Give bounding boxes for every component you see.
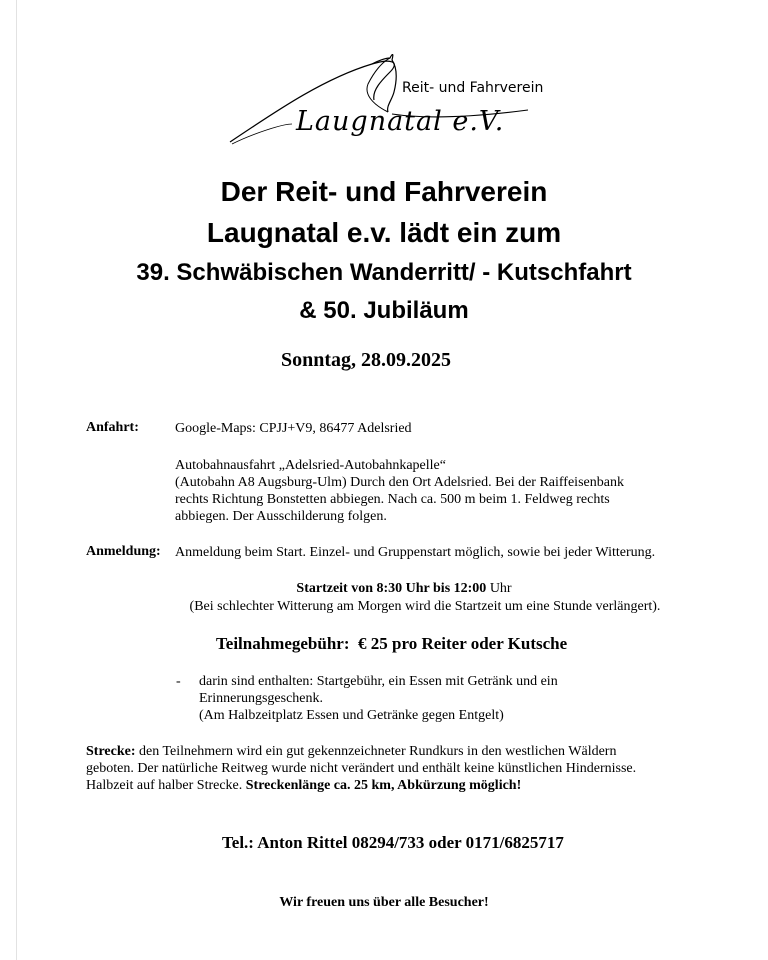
fee-label: Teilnahmegebühr: [216, 634, 350, 653]
strecke-text-3: Halbzeit auf halber Strecke. [86, 778, 246, 793]
logo-club-name: Reit- und Fahrverein [402, 80, 544, 96]
strecke-block [86, 743, 746, 794]
anmeldung-text: Anmeldung beim Start. Einzel- und Gruppenstart möglich, sowie bei jeder Witterung. [175, 545, 656, 560]
strecke-length: Streckenlänge ca. 25 km, Abkürzung möglich! [245, 778, 522, 793]
contact-phone: Tel.: Anton Rittel 08294/733 oder 0171/6825717 [222, 833, 564, 852]
anfahrt-description [175, 457, 735, 525]
event-date: Sonntag, 28.09.2025 [280, 349, 452, 371]
startzeit-note: (Bei schlechter Witterung am Morgen wird die Startzeit um eine Stunde verlängert). [189, 599, 661, 614]
fee-value: € 25 pro Reiter oder Kutsche [358, 634, 568, 653]
strecke-label: Strecke: [86, 744, 136, 759]
strecke-line-3 [86, 777, 746, 794]
anfahrt-line: (Autobahn A8 Augsburg-Ulm) Durch den Ort Adelsried. Bei der Raiffeisenbank [175, 475, 624, 490]
strecke-line-2: geboten. Der natürliche Reitweg wurde nicht verändert und enthält keine künstlichen Hindernisse. [86, 761, 637, 776]
included-list [199, 673, 719, 724]
included-line: (Am Halbzeitplatz Essen und Getränke gegen Entgelt) [199, 708, 504, 723]
strecke-text-1: den Teilnehmern wird ein gut gekennzeichneter Rundkurs in den westlichen Wäldern [135, 744, 617, 759]
startzeit-line [0, 580, 768, 597]
page-edge-line [16, 0, 17, 960]
heading-line-4: & 50. Jubiläum [299, 297, 469, 324]
horse-logo-icon [222, 54, 532, 154]
included-line: Erinnerungsgeschenk. [199, 691, 324, 706]
heading-line-3: 39. Schwäbischen Wanderritt/ - Kutschfahrt [136, 259, 632, 286]
heading-line-2: Laugnatal e.v. lädt ein zum [206, 217, 562, 248]
strecke-line-1 [86, 743, 746, 760]
closing-line: Wir freuen uns über alle Besucher! [279, 895, 489, 910]
anfahrt-line: Autobahnausfahrt „Adelsried-Autobahnkapelle“ [175, 458, 446, 473]
logo-script-name: Laugnatal e.V. [296, 106, 505, 137]
startzeit-bold: Startzeit von 8:30 Uhr bis 12:00 [296, 581, 487, 596]
fee-line [216, 634, 567, 654]
heading-line-1: Der Reit- und Fahrverein [220, 176, 548, 207]
anfahrt-line: abbiegen. Der Ausschilderung folgen. [175, 509, 387, 524]
anfahrt-line: rechts Richtung Bonstetten abbiegen. Nach ca. 500 m beim 1. Feldweg rechts [175, 492, 610, 507]
anfahrt-label: Anfahrt: [86, 420, 139, 435]
anfahrt-maps: Google-Maps: CPJJ+V9, 86477 Adelsried [175, 421, 412, 436]
startzeit-unit: Uhr [486, 581, 512, 596]
included-bullet: - [176, 674, 181, 689]
anmeldung-label: Anmeldung: [86, 544, 161, 559]
included-line: darin sind enthalten: Startgebühr, ein Essen mit Getränk und ein [199, 674, 558, 689]
